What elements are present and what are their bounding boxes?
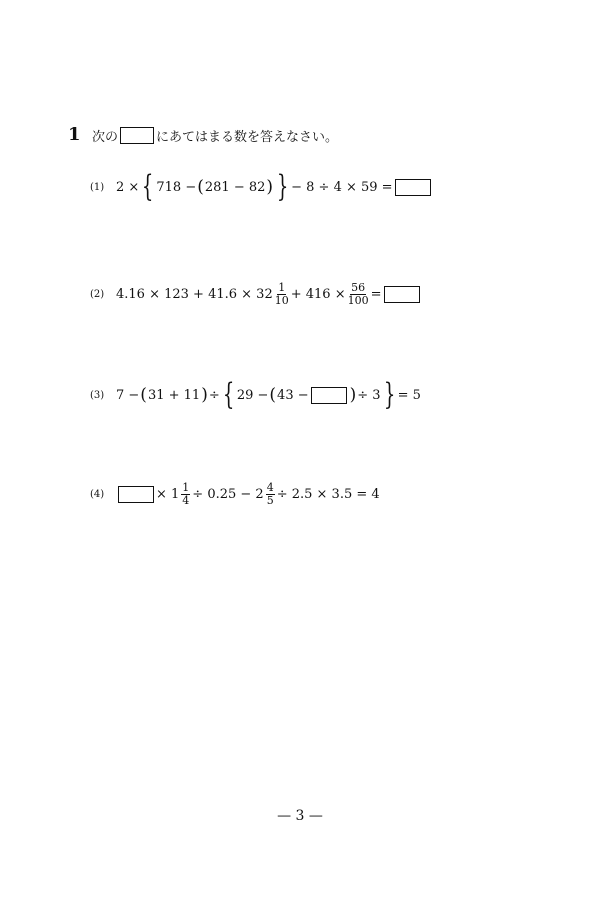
- expr-text: ÷: [208, 387, 220, 403]
- expr-text: × 1: [156, 487, 180, 502]
- right-brace: }: [276, 169, 289, 204]
- expr-text: 43 −: [277, 387, 309, 403]
- problem-label: (1): [90, 181, 105, 193]
- answer-box[interactable]: [311, 387, 347, 404]
- answer-box[interactable]: [384, 286, 420, 303]
- fraction: [266, 482, 275, 507]
- question-number: 1: [68, 124, 81, 145]
- fraction-numerator: 56: [351, 281, 366, 294]
- expr-text: 29 −: [236, 387, 269, 403]
- left-brace: {: [222, 377, 235, 412]
- expr-text: 281 − 82: [204, 179, 266, 195]
- expr-text: + 416 ×: [290, 287, 346, 302]
- right-paren: ): [201, 385, 208, 405]
- right-paren: ): [266, 177, 274, 197]
- fraction-denominator: 5: [266, 494, 274, 507]
- expr-text: ÷ 2.5 × 3.5 = 4: [276, 487, 380, 502]
- problem-3: [90, 377, 421, 412]
- fraction: [348, 282, 369, 307]
- fraction-denominator: 10: [274, 294, 289, 307]
- expr-text: − 8 ÷ 4 × 59 =: [291, 179, 393, 195]
- instruction-blank-box: [120, 127, 154, 144]
- left-paren: (: [269, 385, 277, 405]
- fraction-numerator: 1: [278, 281, 286, 294]
- fraction-denominator: 100: [347, 294, 369, 307]
- expr-text: = 5: [397, 387, 421, 403]
- problem-1: [90, 169, 433, 204]
- left-brace: {: [142, 169, 154, 204]
- answer-box[interactable]: [118, 486, 154, 503]
- expr-text: 7 −: [116, 387, 140, 403]
- left-paren: (: [140, 385, 147, 405]
- fraction-denominator: 4: [182, 494, 190, 507]
- page-number: — 3 —: [277, 808, 323, 824]
- fraction: [181, 482, 190, 507]
- problem-label: (2): [90, 289, 105, 300]
- problem-4: [90, 482, 380, 507]
- expr-text: =: [370, 287, 382, 302]
- expr-text: 31 + 11: [147, 387, 201, 403]
- instruction-before: 次の: [92, 130, 119, 145]
- fraction-numerator: 4: [266, 481, 274, 494]
- answer-box[interactable]: [395, 179, 431, 196]
- expr-text: ÷ 0.25 − 2: [192, 487, 264, 502]
- expr-text: 718 −: [156, 179, 197, 195]
- fraction-numerator: 1: [182, 481, 190, 494]
- problem-label: (3): [90, 389, 105, 401]
- instruction: [92, 126, 338, 145]
- right-paren: ): [349, 385, 357, 405]
- fraction: [275, 282, 289, 307]
- expr-text: ÷ 3: [357, 387, 381, 403]
- expr-text: 4.16 × 123 + 41.6 × 32: [116, 287, 273, 302]
- problem-label: (4): [90, 489, 105, 500]
- right-brace: }: [383, 377, 395, 412]
- problem-2: [90, 282, 422, 307]
- expr-text: 2 ×: [116, 179, 140, 195]
- instruction-after: にあてはまる数を答えなさい。: [156, 130, 339, 145]
- left-paren: (: [197, 177, 204, 197]
